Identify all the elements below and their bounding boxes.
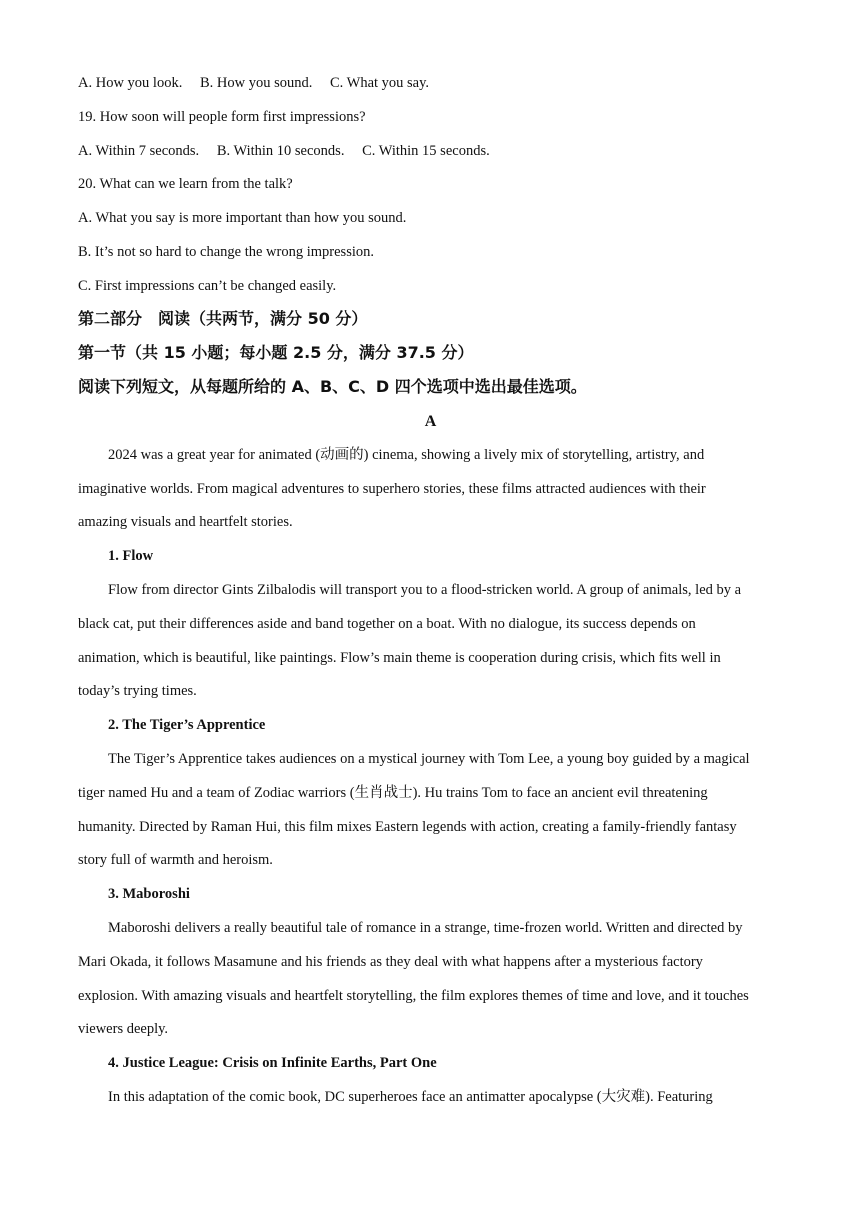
q18-option-c: C. What you say. (329, 75, 430, 91)
instruction: 阅读下列短文，从每题所给的 A、B、C、D 四个选项中选出最佳选项。 (78, 377, 587, 396)
film2-line-2: tiger named Hu and a team of Zodiac warriors (生肖战士). Hu trains Tom to face an ancient evil threatening (78, 785, 708, 801)
film1-line-2: black cat, put their differences aside and band together on a boat. With no dialogue, its success depends on (78, 616, 696, 632)
q20-question: 20. What can we learn from the talk? (78, 176, 293, 192)
film2-line-1: The Tiger’s Apprentice takes audiences on a mystical journey with Tom Lee, a young boy guided by a magical (108, 751, 750, 767)
film1-line-1: Flow from director Gints Zilbalodis will transport you to a flood-stricken world. A group of animals, led by a (108, 582, 742, 598)
film3-line-2: Mari Okada, it follows Masamune and his friends as they deal with what happens after a mysterious factory (78, 954, 703, 970)
film1-line-4: today’s trying times. (78, 683, 197, 699)
q20-option-c: C. First impressions can’t be changed easily. (78, 278, 337, 294)
intro-line-3: amazing visuals and heartfelt stories. (78, 514, 293, 530)
film1-title: 1. Flow (108, 548, 154, 564)
film2-title: 2. The Tiger’s Apprentice (108, 717, 266, 733)
q19-option-b: B. Within 10 seconds. (216, 143, 345, 159)
q18-option-a: A. How you look. (78, 75, 183, 91)
part-title: 第二部分 阅读（共两节，满分 50 分） (78, 309, 368, 328)
q20-option-a: A. What you say is more important than how you sound. (78, 210, 407, 226)
film2-line-3: humanity. Directed by Raman Hui, this film mixes Eastern legends with action, creating a family-friendly fantasy (78, 819, 737, 835)
film3-line-1: Maboroshi delivers a really beautiful tale of romance in a strange, time-frozen world. Written and directed by (108, 920, 743, 936)
film4-line-1: In this adaptation of the comic book, DC superheroes face an antimatter apocalypse (大灾难). Featuring (108, 1089, 713, 1105)
q19-question: 19. How soon will people form first impressions? (78, 109, 366, 125)
film1-line-3: animation, which is beautiful, like paintings. Flow’s main theme is cooperation during crisis, which fits well in (78, 650, 721, 666)
film3-line-3: explosion. With amazing visuals and heartfelt storytelling, the film explores themes of time and love, and it touches (78, 988, 749, 1004)
q18-option-b: B. How you sound. (199, 75, 313, 91)
intro-line-2: imaginative worlds. From magical adventures to superhero stories, these films attracted audiences with their (78, 481, 706, 497)
q19-option-c: C. Within 15 seconds. (362, 143, 490, 159)
film3-title: 3. Maboroshi (108, 886, 190, 902)
intro-line-1: 2024 was a great year for animated (动画的) cinema, showing a lively mix of storytelling, artistry, and (108, 447, 705, 463)
q20-option-b: B. It’s not so hard to change the wrong impression. (78, 244, 374, 260)
film4-title: 4. Justice League: Crisis on Infinite Earths, Part One (108, 1055, 437, 1071)
passage-label: A (424, 413, 437, 430)
q19-option-a: A. Within 7 seconds. (78, 143, 200, 159)
film2-line-4: story full of warmth and heroism. (78, 852, 273, 868)
q18-options (78, 73, 783, 93)
film3-line-4: viewers deeply. (78, 1021, 169, 1037)
section-title: 第一节（共 15 小题；每小题 2.5 分，满分 37.5 分） (78, 343, 474, 362)
q19-options (78, 141, 783, 161)
